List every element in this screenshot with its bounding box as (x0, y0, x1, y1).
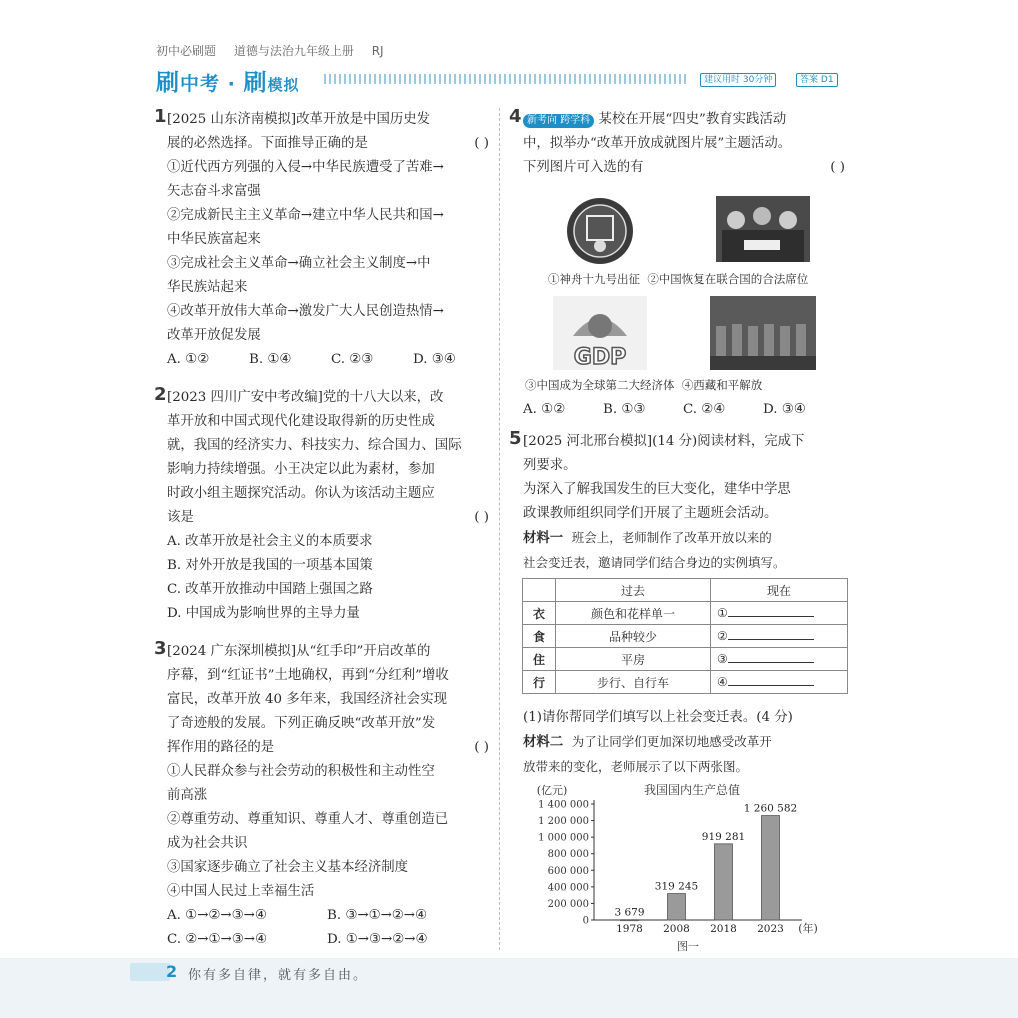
x-tick-label: 1978 (616, 923, 643, 935)
answer-blank[interactable]: ④ (711, 671, 848, 694)
image-caption: ①神舟十九号出征 ②中国恢复在联合国的合法席位 (548, 272, 809, 286)
option-d[interactable]: D. ①→③→②→④ (327, 932, 428, 947)
q3-options-row1 (167, 904, 489, 928)
shenzhou-emblem-image (557, 196, 643, 266)
image-caption: ③中国成为全球第二大经济体 ④西藏和平解放 (525, 378, 763, 392)
option-c[interactable]: C. ②③ (331, 352, 374, 367)
q1-options (167, 348, 489, 372)
x-axis-label: (年) (798, 922, 818, 935)
series-name: 初中必刷题 (156, 44, 217, 58)
bar (715, 844, 733, 920)
social-change-table (522, 578, 848, 694)
option-c[interactable]: C. ②→①→③→④ (167, 932, 267, 947)
y-axis-label: (亿元) (536, 784, 568, 797)
option-a[interactable]: A. ①② (523, 402, 566, 417)
gdp-logo-text: GDP (573, 345, 627, 370)
option-b[interactable]: B. ①③ (603, 402, 646, 417)
y-tick-label: 600 000 (547, 865, 589, 877)
subject-name: 道德与法治九年级上册 (233, 44, 354, 58)
question-number: 1 (154, 106, 167, 127)
question-number: 4 (509, 106, 522, 127)
edition: RJ (371, 44, 384, 58)
q4-options (523, 398, 806, 422)
leaf-decoration-icon (130, 963, 170, 981)
question-1: [2025 山东济南模拟]改革开放是中国历史发 展的必然选择。下面推导正确的是 ( ) ①近代西方列强的入侵→中华民族遭受了苦难→ 矢志奋斗求富强 ②完成新民主主义革命→建立中华人民共和国→ 中华民族富起来 ③完成社会主义革命→确立社会主义制度→中 华民族站起来 ④改革开放伟大革命→激发广大人民创造热情→ 改革开放促发展 A. ①② B. ①④ C. ②③ D. ③④ (167, 108, 489, 372)
option-b[interactable]: B. 对外开放是我国的一项基本国策 (167, 558, 373, 573)
y-tick-label: 1 200 000 (538, 816, 589, 828)
question-number: 2 (154, 384, 167, 405)
question-number: 3 (154, 638, 167, 659)
answer-badge: 答案 D1 (796, 73, 838, 87)
chart-title: 我国国内生产总值 (643, 783, 741, 797)
option-a[interactable]: A. ①→②→③→④ (167, 908, 267, 923)
data-label: 3 679 (614, 906, 645, 919)
column-divider (499, 108, 500, 950)
answer-blank[interactable]: ② (711, 625, 848, 648)
option-b[interactable]: B. ③→①→②→④ (327, 908, 428, 923)
y-tick-label: 1 000 000 (538, 832, 589, 844)
x-tick-label: 2018 (710, 923, 737, 935)
option-c[interactable]: C. 改革开放推动中国踏上强国之路 (167, 582, 373, 597)
footer-motto: 你有多自律，就有多自由。 (188, 968, 369, 983)
running-header (156, 42, 398, 59)
page-number: 2 (166, 962, 178, 981)
question-2: [2023 四川广安中考改编]党的十八大以来，改 革开放和中国式现代化建设取得新的历史性成 就，我国的经济实力、科技实力、综合国力、国际 影响力持续增强。小王决定以此为素材，参加 时政小组主题探究活动。你认为该活动主题应 该是 ( ) A. 改革开放是社会主义的本质要求 B. 对外开放是我国的一项基本国策 C. 改革开放推动中国踏上强国之路 D. 中国成为影响世界的主导力量 (167, 386, 489, 626)
bar (762, 816, 780, 920)
option-a[interactable]: A. 改革开放是社会主义的本质要求 (167, 534, 373, 549)
tibet-liberation-photo (710, 296, 816, 370)
question-number: 5 (509, 428, 522, 449)
table-row: 行 步行、自行车 ④ (523, 671, 848, 694)
material-label: 材料二 (523, 734, 564, 750)
figure-caption: 图一 (677, 940, 699, 953)
question-4: 新考向 跨学科 某校在开展“四史”教育实践活动 中，拟举办“改革开放成就图片展”主题活动。 下列图片可入选的有 ( ) (523, 112, 845, 175)
table-row: 住 平房 ③ (523, 648, 848, 671)
y-tick-label: 800 000 (547, 849, 589, 861)
answer-blank[interactable]: ① (711, 602, 848, 625)
y-tick-label: 0 (582, 915, 589, 927)
y-tick-label: 400 000 (547, 882, 589, 894)
option-b[interactable]: B. ①④ (249, 352, 292, 367)
un-seat-photo (716, 196, 810, 262)
answer-blank[interactable]: ③ (711, 648, 848, 671)
bar (621, 920, 639, 921)
material-label: 材料一 (523, 530, 564, 546)
option-d[interactable]: D. ③④ (763, 402, 806, 417)
question-5: [2025 河北邢台模拟](14 分)阅读材料，完成下 列要求。 为深入了解我国发生的巨大变化，建华中学思 政课教师组织同学们开展了主题班会活动。 材料一 班会上，老师制作了改革开放以来的 社会变迁表，邀请同学们结合身边的实例填写。 (523, 434, 805, 570)
table-header-row: 过去 现在 (523, 579, 848, 602)
section-title: 刷中考 · 刷模拟 (156, 70, 300, 96)
x-tick-label: 2023 (757, 923, 784, 935)
gdp-bar-chart (522, 780, 832, 956)
gdp-graphic-image (553, 296, 647, 370)
option-c[interactable]: C. ②④ (683, 402, 726, 417)
question-5-part2: (1)请你帮同学们填写以上社会变迁表。(4 分) 材料二 为了让同学们更加深切地感受改革开 放带来的变化，老师展示了以下两张图。 (523, 710, 793, 774)
option-d[interactable]: D. 中国成为影响世界的主导力量 (167, 606, 360, 621)
table-row: 衣 颜色和花样单一 ① (523, 602, 848, 625)
bar (668, 894, 686, 920)
header-divider (324, 74, 686, 84)
data-label: 1 260 582 (743, 802, 798, 815)
table-row: 食 品种较少 ② (523, 625, 848, 648)
q3-options-row2 (167, 928, 489, 952)
data-label: 919 281 (701, 830, 746, 843)
x-tick-label: 2008 (663, 923, 690, 935)
option-d[interactable]: D. ③④ (413, 352, 456, 367)
new-trend-tag: 新考向 跨学科 (523, 114, 594, 128)
question-3: [2024 广东深圳模拟]从“红手印”开启改革的 序幕，到“红证书”土地确权，再到“分红利”增收 富民，改革开放 40 多年来，我国经济社会实现 了奇迹般的发展。下列正确反映“改革开放”发 挥作用的路径的是 ( ) ①人民群众参与社会劳动的积极性和主动性空 前高涨 ②尊重劳动、尊重知识、尊重人才、尊重创造已 成为社会共识 ③国家逐步确立了社会主义基本经济制度 ④中国人民过上幸福生活 A. ①→②→③→④ B. ③→①→②→④ C. ②→①→③→④ D. ①→③→②→④ (167, 640, 489, 952)
data-label: 319 245 (654, 880, 699, 893)
time-badge: 建议用时 30分钟 (700, 73, 776, 87)
option-a[interactable]: A. ①② (167, 352, 210, 367)
y-tick-label: 200 000 (547, 898, 589, 910)
y-tick-label: 1 400 000 (538, 799, 589, 811)
